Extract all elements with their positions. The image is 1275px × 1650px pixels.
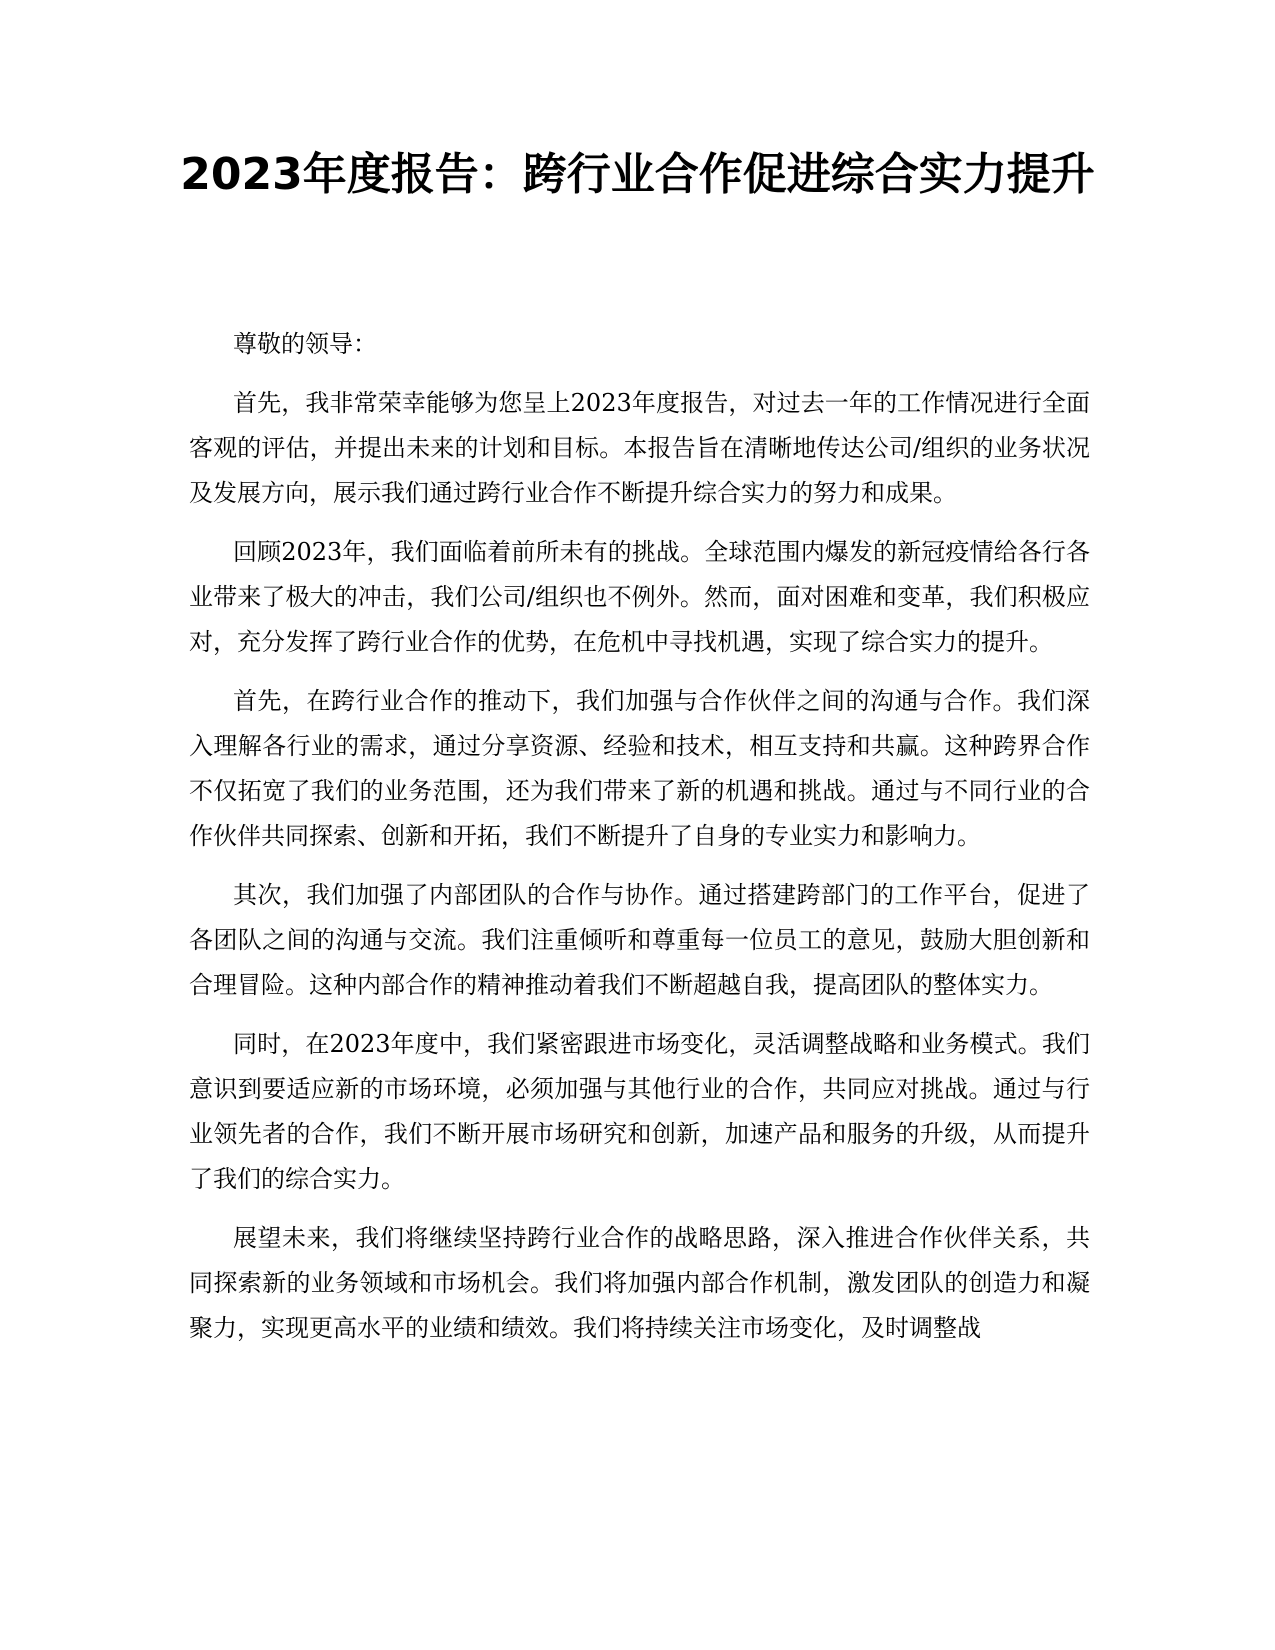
paragraph: 首先，在跨行业合作的推动下，我们加强与合作伙伴之间的沟通与合作。我们深入理解各行业的需求，通过分享资源、经验和技术，相互支持和共赢。这种跨界合作不仅拓宽了我们的业务范围，还为我们带来了新的机遇和挑战。通过与不同行业的合作伙伴共同探索、创新和开拓，我们不断提升了自身的专业实力和影响力。 — [189, 687, 1090, 850]
paragraph: 回顾2023年，我们面临着前所未有的挑战。全球范围内爆发的新冠疫情给各行各业带来了极大的冲击，我们公司/组织也不例外。然而，面对困难和变革，我们积极应对，充分发挥了跨行业合作的优势，在危机中寻找机遇，实现了综合实力的提升。 — [189, 538, 1090, 656]
paragraph: 其次，我们加强了内部团队的合作与协作。通过搭建跨部门的工作平台，促进了各团队之间的沟通与交流。我们注重倾听和尊重每一位员工的意见，鼓励大胆创新和合理冒险。这种内部合作的精神推动着我们不断超越自我，提高团队的整体实力。 — [189, 881, 1090, 999]
salutation: 尊敬的领导： — [233, 330, 377, 358]
paragraph: 首先，我非常荣幸能够为您呈上2023年度报告，对过去一年的工作情况进行全面客观的评估，并提出未来的计划和目标。本报告旨在清晰地传达公司/组织的业务状况及发展方向，展示我们通过跨行业合作不断提升综合实力的努力和成果。 — [189, 389, 1090, 507]
document-title: 2023年度报告：跨行业合作促进综合实力提升 — [180, 149, 1095, 200]
paragraph: 展望未来，我们将继续坚持跨行业合作的战略思路，深入推进合作伙伴关系，共同探索新的业务领域和市场机会。我们将加强内部合作机制，激发团队的创造力和凝聚力，实现更高水平的业绩和绩效。我们将持续关注市场变化，及时调整战 — [189, 1224, 1090, 1342]
document-body — [189, 322, 1090, 1365]
paragraph: 同时，在2023年度中，我们紧密跟进市场变化，灵活调整战略和业务模式。我们意识到要适应新的市场环境，必须加强与其他行业的合作，共同应对挑战。通过与行业领先者的合作，我们不断开展市场研究和创新，加速产品和服务的升级，从而提升了我们的综合实力。 — [189, 1030, 1090, 1193]
